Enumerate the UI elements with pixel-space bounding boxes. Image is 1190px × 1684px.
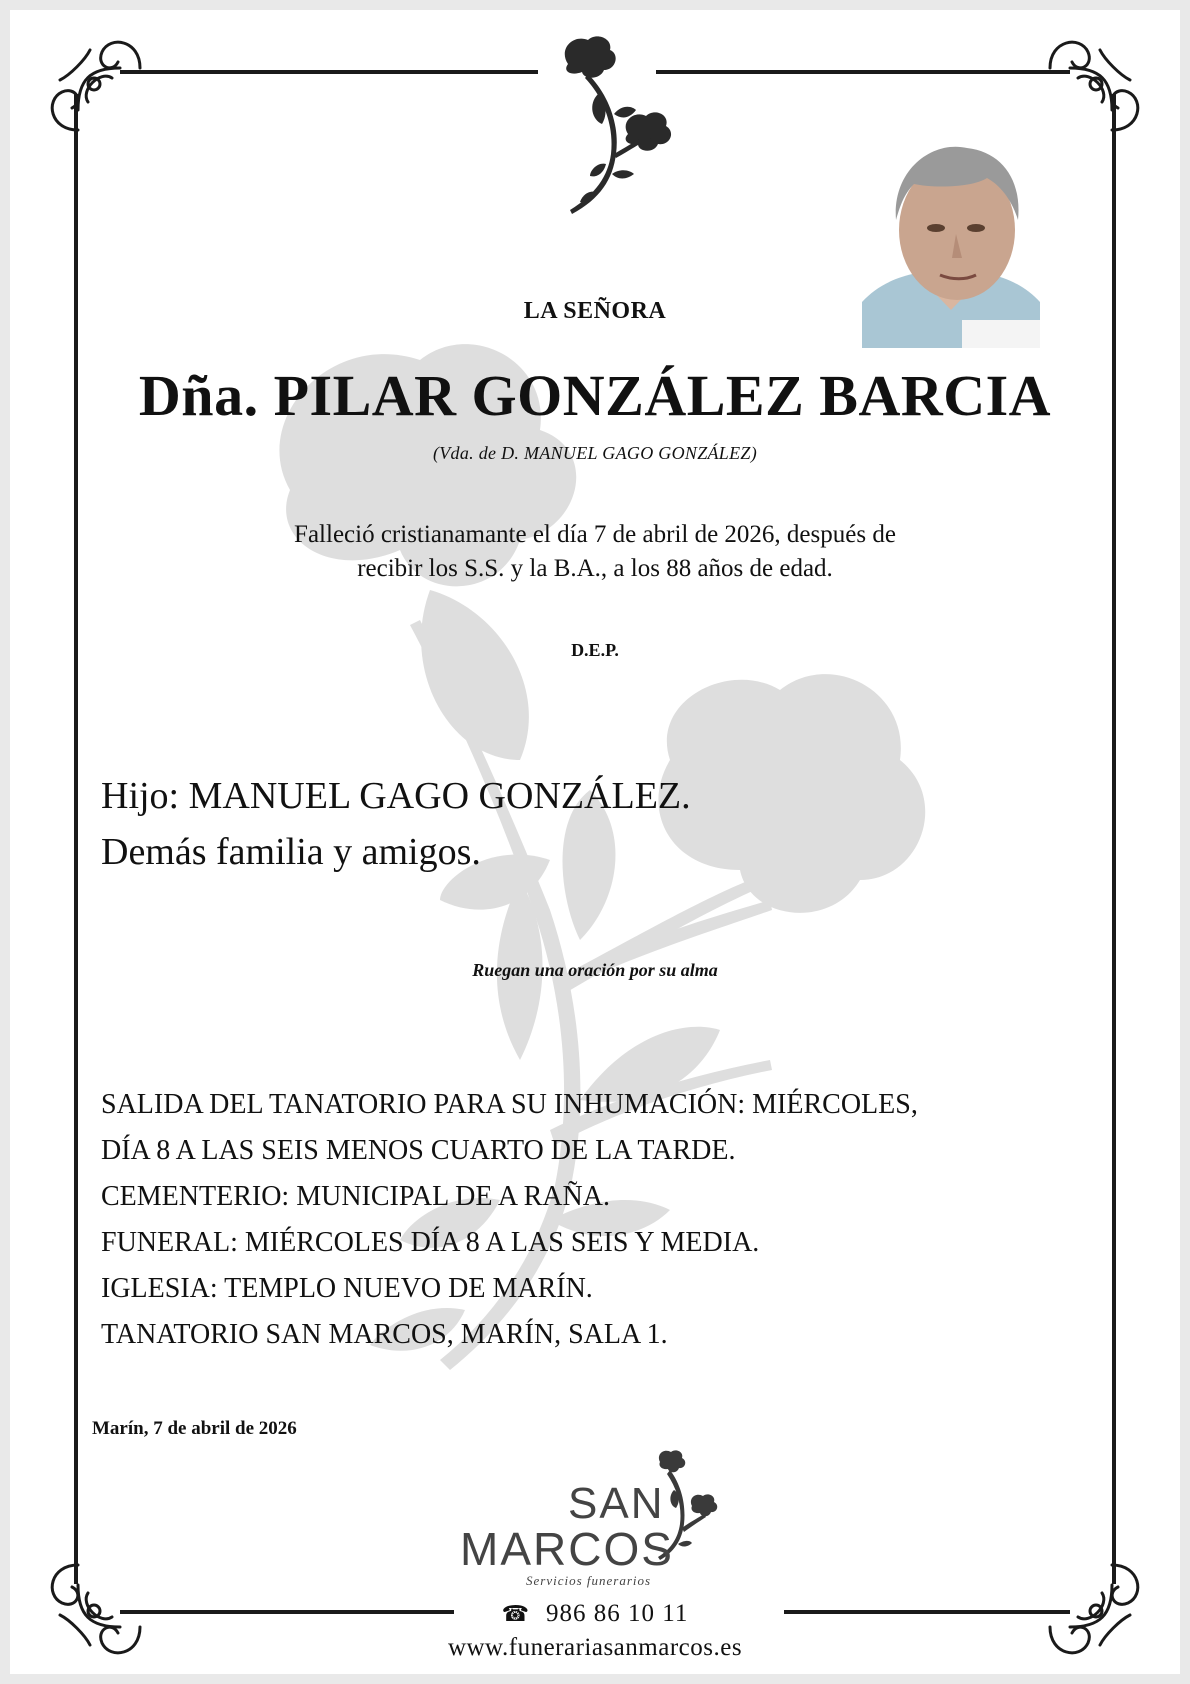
prayer-request: Ruegan una oración por su alma [472, 960, 718, 980]
detail-line: DÍA 8 A LAS SEIS MENOS CUARTO DE LA TARDE. [101, 1135, 736, 1166]
detail-line: IGLESIA: TEMPLO NUEVO DE MARÍN. [101, 1273, 593, 1304]
logo-marcos: MARCOS [460, 1523, 674, 1575]
phone-line [10, 1600, 1180, 1628]
detail-line: SALIDA DEL TANATORIO PARA SU INHUMACIÓN: MIÉRCOLES, [101, 1089, 918, 1120]
deceased-name: Dña. PILAR GONZÁLEZ BARCIA [138, 363, 1052, 428]
phone-icon: ☎ [501, 1601, 531, 1626]
death-line-2: recibir los S.S. y la B.A., a los 88 años de edad. [357, 555, 833, 582]
top-flower-icon [558, 34, 688, 224]
obituary-sheet [10, 10, 1180, 1674]
place-date: Marín, 7 de abril de 2026 [92, 1418, 297, 1439]
corner-ornament-top-right [1040, 30, 1150, 140]
death-announcement [10, 518, 1180, 586]
family-son: Hijo: MANUEL GAGO GONZÁLEZ. [101, 775, 691, 817]
frame-top-right-line [656, 70, 1070, 74]
detail-line: CEMENTERIO: MUNICIPAL DE A RAÑA. [101, 1181, 610, 1212]
funeral-details [101, 1082, 918, 1358]
logo-tagline: Servicios funerarios [526, 1573, 652, 1588]
frame-top-left-line [120, 70, 538, 74]
widow-of-line: (Vda. de D. MANUEL GAGO GONZÁLEZ) [432, 443, 758, 463]
phone-number: 986 86 10 11 [546, 1600, 689, 1627]
corner-ornament-top-left [40, 30, 150, 140]
logo-san: SAN [568, 1479, 665, 1528]
dep-mark: D.E.P. [571, 640, 619, 660]
detail-line: FUNERAL: MIÉRCOLES DÍA 8 A LAS SEIS Y MEDIA. [101, 1227, 760, 1258]
family-others: Demás familia y amigos. [101, 831, 481, 873]
title-la-senora: LA SEÑORA [523, 298, 667, 324]
death-line-1: Falleció cristianamante el día 7 de abril de 2026, después de [294, 521, 896, 548]
detail-line: TANATORIO SAN MARCOS, MARÍN, SALA 1. [101, 1319, 668, 1350]
website-link[interactable]: www.funerariasanmarcos.es [447, 1634, 743, 1661]
san-marcos-logo [460, 1448, 730, 1606]
family-section [101, 768, 691, 880]
